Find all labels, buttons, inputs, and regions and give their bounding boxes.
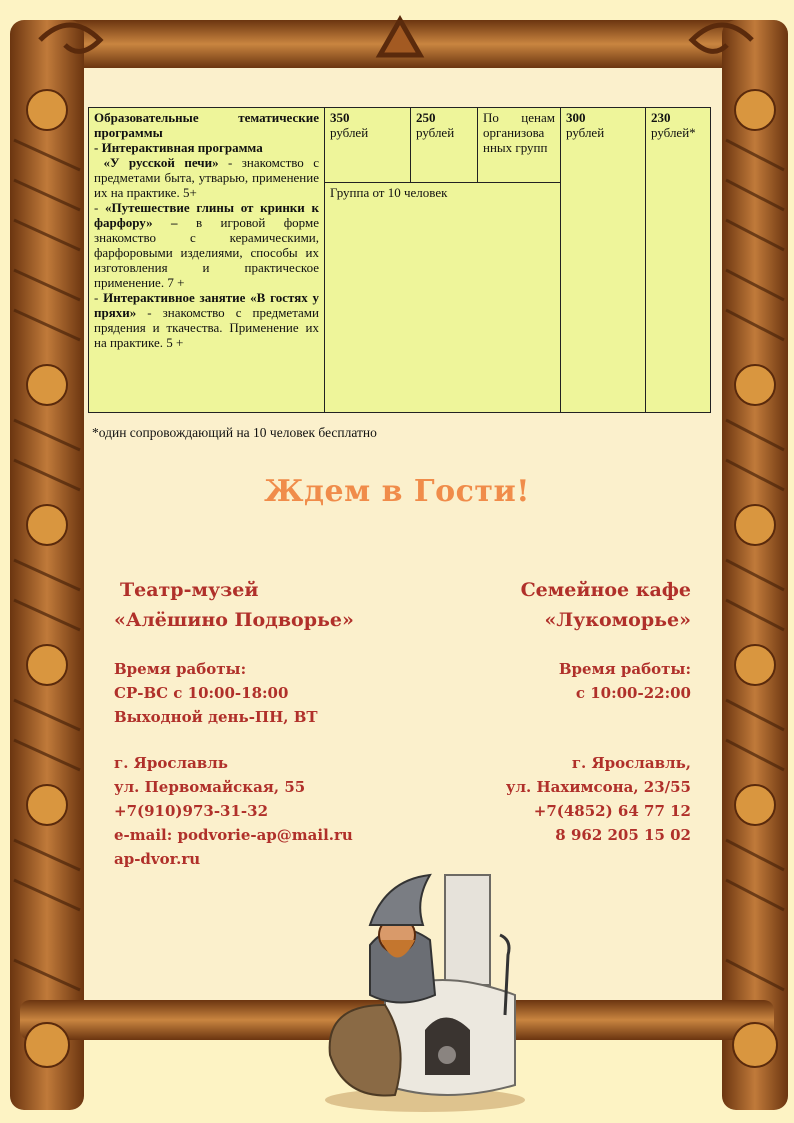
cafe-hours: с 10:00-22:00 xyxy=(575,684,691,702)
price-cell-5 xyxy=(646,108,711,413)
program-2-prefix: - xyxy=(94,200,106,215)
program-2-text: в игровой форме знакомство с керамическими, фарфоровыми изделиями, способы их изготовления и практическое применение. 7 + xyxy=(94,215,319,290)
cafe-street: ул. Нахимсона, 23/55 xyxy=(505,778,691,796)
price-4-unit: рублей xyxy=(566,125,605,140)
footnote: *один сопровождающий на 10 человек бесплатно xyxy=(92,425,377,440)
museum-info xyxy=(114,575,354,871)
museum-site-link[interactable]: ap-dvor.ru xyxy=(114,850,201,868)
page-heading: Ждем в Гости! xyxy=(264,474,530,509)
group-note-cell: Группа от 10 человек xyxy=(325,183,561,413)
cafe-phone-2: 8 962 205 15 02 xyxy=(555,826,691,844)
cafe-phone-1: +7(4852) 64 77 12 xyxy=(533,802,691,820)
program-1-title: «У русской печи» xyxy=(103,155,219,170)
museum-hours-label: Время работы: xyxy=(114,660,247,678)
price-5-unit: рублей* xyxy=(651,125,696,140)
program-3-prefix: - xyxy=(94,290,104,305)
price-5-value: 230 xyxy=(651,110,671,125)
price-2-value: 250 xyxy=(416,110,436,125)
price-cell-1 xyxy=(325,108,411,183)
cafe-hours-label: Время работы: xyxy=(558,660,691,678)
museum-title-line2: «Алёшино Подворье» xyxy=(114,609,354,631)
programs-subheader: - Интерактивная программа xyxy=(94,140,263,155)
cafe-city: г. Ярославль, xyxy=(571,754,691,772)
program-2-title: «Путешествие глины от кринки к фарфору» – xyxy=(94,200,319,230)
museum-city: г. Ярославль xyxy=(114,754,228,772)
program-3-text: - знакомство с предметами прядения и ткачества. Применение их на практике. 5 + xyxy=(94,305,319,350)
museum-street: ул. Первомайская, 55 xyxy=(114,778,306,796)
museum-phone: +7(910)973-31-32 xyxy=(114,802,269,820)
domovoy-stove-illustration xyxy=(315,855,535,1115)
cafe-title-line1: Семейное кафе xyxy=(520,579,691,601)
price-cell-2 xyxy=(411,108,478,183)
programs-description-cell xyxy=(89,108,325,413)
price-cell-4 xyxy=(561,108,646,413)
museum-day-off: Выходной день-ПН, ВТ xyxy=(114,708,318,726)
price-1-value: 350 xyxy=(330,110,350,125)
museum-title-line1: Театр-музей xyxy=(120,579,259,601)
price-table xyxy=(88,107,711,413)
price-1-unit: рублей xyxy=(330,125,369,140)
price-2-unit: рублей xyxy=(416,125,455,140)
cafe-title-line2: «Лукоморье» xyxy=(544,609,691,631)
cafe-info xyxy=(506,575,691,847)
price-cell-3: По ценам организова нных групп xyxy=(478,108,561,183)
programs-header: Образовательные тематические программы xyxy=(94,110,319,140)
program-1-text: - знакомство с предметами быта, утварью, применение их на практике. 5+ xyxy=(94,155,319,200)
museum-email-link[interactable]: e-mail: podvorie-ap@mail.ru xyxy=(114,826,353,844)
museum-hours: СР-ВС с 10:00-18:00 xyxy=(114,684,289,702)
price-4-value: 300 xyxy=(566,110,586,125)
program-3-title: Интерактивное занятие «В гостях у пряхи» xyxy=(94,290,319,320)
